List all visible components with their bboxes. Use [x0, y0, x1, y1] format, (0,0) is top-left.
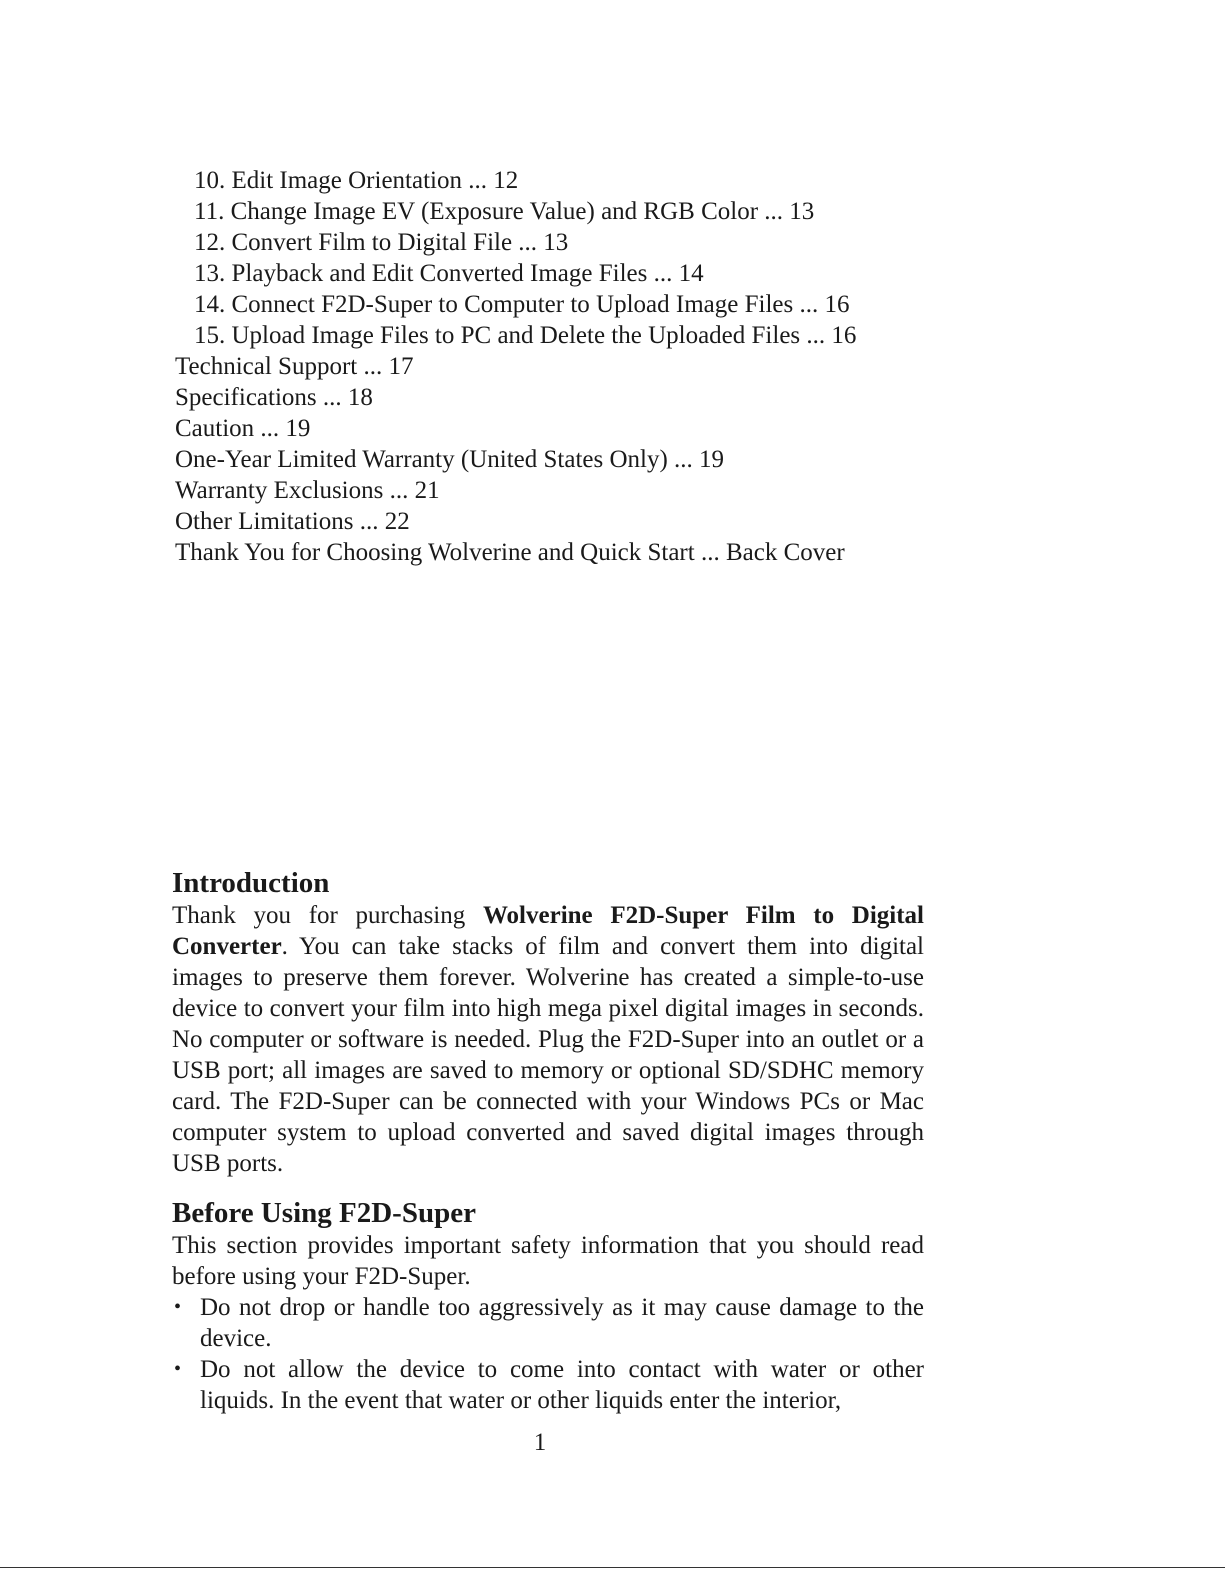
toc-item-specifications: Specifications ... 18 [175, 384, 373, 411]
safety-bullet-list [172, 1292, 924, 1416]
toc-item-convert-film: 12. Convert Film to Digital File ... 13 [194, 229, 569, 256]
toc-item-connect-computer: 14. Connect F2D-Super to Computer to Upload Image Files ... 16 [194, 291, 850, 318]
before-using-section [172, 1196, 924, 1416]
toc-item-limited-warranty: One-Year Limited Warranty (United States Only) ... 19 [175, 446, 725, 473]
toc-item-playback-edit: 13. Playback and Edit Converted Image Files ... 14 [194, 260, 704, 287]
list-item [172, 1292, 924, 1354]
introduction-section [172, 866, 924, 1179]
toc-item-technical-support: Technical Support ... 17 [175, 353, 414, 380]
before-using-intro: This section provides important safety information that you should read before using your F2D-Super. [172, 1232, 924, 1290]
toc-item-caution: Caution ... 19 [175, 415, 311, 442]
introduction-paragraph [172, 900, 924, 1179]
bullet-text: Do not allow the device to come into contact with water or other liquids. In the event that water or other liquids enter the interior, [200, 1356, 924, 1414]
introduction-heading: Introduction [172, 867, 330, 899]
bullet-text: Do not drop or handle too aggressively as it may cause damage to the device. [200, 1294, 924, 1352]
bullet-icon: • [174, 1296, 182, 1318]
list-item [172, 1354, 924, 1416]
page-bottom-divider [0, 1567, 1225, 1568]
product-name: Wolverine F2D-Super Film to Digital Converter [172, 902, 924, 960]
bullet-icon: • [174, 1358, 182, 1380]
toc-item-warranty-exclusions: Warranty Exclusions ... 21 [175, 477, 440, 504]
toc-item-thank-you-quick-start: Thank You for Choosing Wolverine and Quick Start ... Back Cover [175, 539, 845, 566]
intro-text-rest: . You can take stacks of film and convert them into digital images to preserve them forever. Wolverine has created a simple-to-use device to convert your film into high mega pixel digital images in seconds. No computer or software is needed. Plug the F2D-Super into an outlet or a USB port; all images are saved to memory or optional SD/SDHC memory card. The F2D-Super can be connected with your Windows PCs or Mac computer system to upload converted and saved digital images through USB ports. [172, 933, 924, 1177]
intro-text-start: Thank you for purchasing [172, 902, 483, 929]
toc-item-other-limitations: Other Limitations ... 22 [175, 508, 410, 535]
toc-item-edit-image-orientation: 10. Edit Image Orientation ... 12 [194, 167, 519, 194]
before-using-heading: Before Using F2D-Super [172, 1197, 476, 1229]
toc-item-upload-delete: 15. Upload Image Files to PC and Delete the Uploaded Files ... 16 [194, 322, 857, 349]
toc-item-change-image-ev: 11. Change Image EV (Exposure Value) and RGB Color ... 13 [194, 198, 815, 225]
page-number: 1 [533, 1429, 547, 1456]
